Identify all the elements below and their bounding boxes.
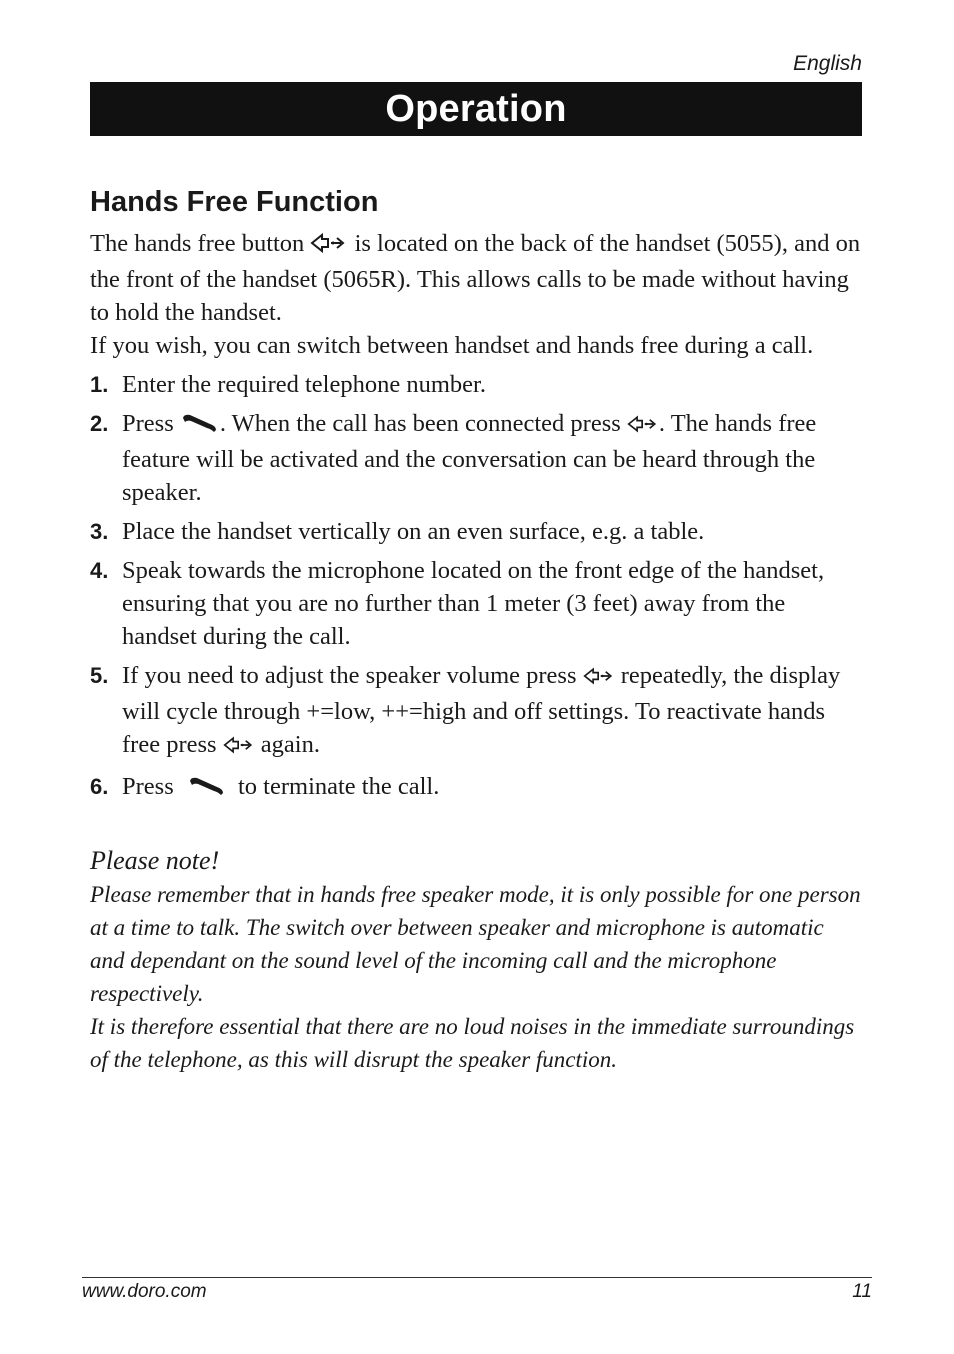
step-text-part: Press (122, 773, 180, 800)
footer-website: www.doro.com (82, 1281, 207, 1302)
step-text (122, 659, 862, 764)
note-paragraph: It is therefore essential that there are no loud noises in the immediate surroundings of the telephone, as this will disrupt the speaker function. (90, 1014, 855, 1072)
step-text (122, 770, 862, 806)
step-number: 6. (90, 774, 109, 799)
list-item (90, 515, 862, 548)
language-label: English (793, 52, 862, 75)
intro-text-start: The hands free button (90, 230, 311, 257)
step-text-part: . The hands free feature will be activated and the conversation can be heard through the speaker. (122, 410, 817, 506)
step-number: 3. (90, 519, 109, 544)
handset-icon (180, 410, 220, 443)
step-number: 2. (90, 411, 109, 436)
step-number: 1. (90, 372, 109, 397)
step-text-part: again. (254, 731, 320, 758)
step-text-part: repeatedly, the display will cycle through +=low, ++=high and off settings. To reactivate hands free press (122, 662, 841, 758)
list-item (90, 368, 862, 401)
step-text-part: If you need to adjust the speaker volume press (122, 662, 583, 689)
speaker-icon (583, 662, 615, 695)
handset-icon (180, 773, 232, 806)
section-heading: Hands Free Function (90, 186, 379, 218)
page-number: 11 (852, 1281, 872, 1302)
step-number: 5. (90, 663, 109, 688)
intro-paragraph (90, 227, 862, 329)
list-item (90, 770, 862, 806)
page-title-bar (90, 82, 862, 136)
speaker-icon (310, 230, 348, 263)
step-text-part: to terminate the call. (231, 773, 440, 800)
step-text: Speak towards the microphone located on the front edge of the handset, ensuring that you are no further than 1 meter (3 feet) away from the handset during the call. (122, 557, 825, 650)
note-paragraph: Please remember that in hands free speaker mode, it is only possible for one person at a time to talk. The switch over between speaker and microphone is automatic and dependant on the sound level of the incoming call and the microphone respectively. (90, 882, 861, 1006)
step-number: 4. (90, 558, 109, 583)
list-item (90, 659, 862, 764)
steps-list (90, 368, 862, 806)
page-title: Operation (385, 87, 567, 130)
speaker-icon (223, 731, 255, 764)
step-text (122, 407, 862, 509)
step-text-part: Press (122, 410, 180, 437)
footer-divider (82, 1277, 872, 1278)
list-item (90, 407, 862, 509)
note-block (90, 844, 862, 1076)
step-text-part: . When the call has been connected press (219, 410, 627, 437)
list-item (90, 554, 862, 653)
intro-paragraph-2: If you wish, you can switch between handset and hands free during a call. (90, 332, 814, 359)
speaker-icon (627, 410, 659, 443)
note-title: Please note! (90, 846, 220, 875)
intro-text-end: is located on the back of the handset (5055), and on the front of the handset (5065R). This allows calls to be made without having to hold the handset. (90, 230, 861, 326)
main-content (90, 186, 862, 1076)
step-text: Enter the required telephone number. (122, 371, 486, 398)
step-text: Place the handset vertically on an even surface, e.g. a table. (122, 518, 705, 545)
